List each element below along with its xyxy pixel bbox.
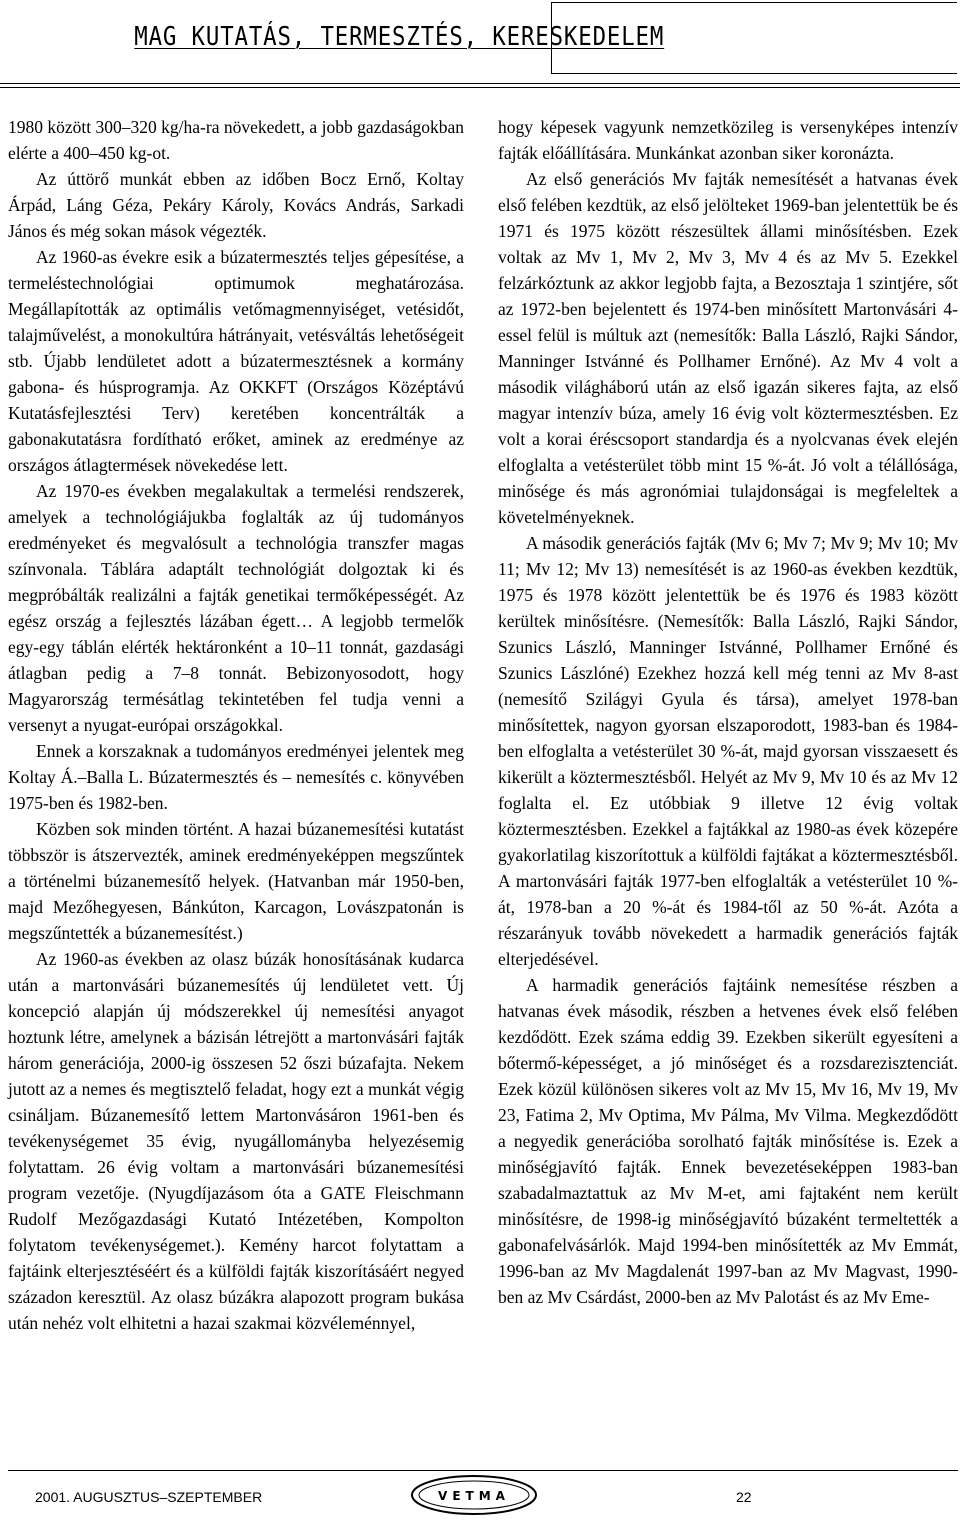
header-rule-top xyxy=(0,83,960,84)
footer-rule xyxy=(8,1470,958,1471)
paragraph: Az 1960-as évekre esik a búzatermesztés teljes gépesítése, a termeléstechnológiai optimumok meghatározása. Megállapították az optimális vetőmagmennyiséget, vetésidőt, talajművelést, a monokultúra hátrányait, vetésváltás lehetőségeit stb. Újabb lendületet adott a búzatermesztésnek a kormány gabona- és húsprogramja. Az OKKFT (Országos Középtávú Kutatásfejlesztési Terv) keretében koncentrálták a gabonakutatásra fordítható erőket, aminek az eredménye az országos átlagtermések növekedése lett. xyxy=(8,247,464,475)
paragraph: A harmadik generációs fajtáink nemesítése részben a hatvanas évek második, részben a hetvenes évek első felében kezdődött. Ezek száma eddig 39. Ezekben sikerült egyesíteni a bőtermő-képességet, a jó minőséget és a rozsdarezisztenciát. Ezek közül különösen sikeres volt az Mv 15, Mv 16, Mv 19, Mv 23, Fatima 2, Mv Optima, Mv Pálma, Mv Vilma. Megkezdődött a negyedik generációba sorolható fajták minősítése is. Ezek a minőségjavító fajták. Ennek bevezetéseképpen 1983-ban szabadalmaztattuk az Mv M-et, ami fajtaként nem került minősítésre, de 1998-ig minőségjavító búzaként termeltették a gabonafelvásárlók. Majd 1994-ben minősítették az Mv Emmát, 1996-ban az Mv Magdalenát 1997-ban az Mv Magvast, 1990-ben az Mv Csárdást, 2000-ben az Mv Palotást és az Mv Eme- xyxy=(498,975,958,1307)
paragraph: Közben sok minden történt. A hazai búzanemesítési kutatást többször is átszervezték, aminek eredményeképpen megszűntek a történelmi búzanemesítő helyek. (Hatvanban már 1950-ben, majd Mezőhegyesen, Bánkúton, Karcagon, Lovászpatonán is megszűntették a búzanemesítést.) xyxy=(8,819,464,943)
right-text-column xyxy=(498,114,958,1310)
page-number: 22 xyxy=(736,1489,752,1505)
paragraph: hogy képesek vagyunk nemzetközileg is versenyképes intenzív fajták előállítására. Munkánkat azonban siker koronázta. xyxy=(498,117,958,163)
header-rule-bottom xyxy=(0,87,960,88)
paragraph: Az első generációs Mv fajták nemesítését a hatvanas évek első felében kezdtük, az első jelölteket 1969-ban jelentettük be és 1971 és 1975 között részesültek állami minősítésben. Ezek voltak az Mv 1, Mv 2, Mv 3, Mv 4 és az Mv 5. Ezekkel felzárkóztunk az akkor legjobb fajta, a Bezosztaja 1 szintjére, sőt az 1972-ben bejelentett és 1974-ben minősített Martonvásári 4-essel felül is múltuk azt (nemesítők: Balla László, Rajki Sándor, Manninger Istvánné és Pollhamer Ernőné). Az Mv 4 volt a második világháború után az első igazán sikeres fajta, az első magyar intenzív búza, amely 16 évig volt köztermesztésben. Ez volt a korai éréscsoport standardja és a nyolcvanas évek elején elfoglalta a vetésterület több mint 15 %-át. Jó volt a télállósága, minősége és más agronómiai tulajdonságai is megfeleltek a követelményeknek. xyxy=(498,169,958,527)
paragraph: A második generációs fajták (Mv 6; Mv 7; Mv 9; Mv 10; Mv 11; Mv 12; Mv 13) nemesítését is az 1960-as években kezdtük, 1975 és 1978 között jelentettük be és 1976 és 1983 között kerültek minősítésre. (Nemesítők: Balla László, Rajki Sándor, Szunics László, Manninger Istvánné, Pollhamer Ernőné és Szunics Lászlóné) Ezekhez hozzá kell még tenni az Mv 8-ast (nemesítő Szilágyi Gyula és társa), amelyet 1978-ban minősítettek, nagyon gyorsan elszaporodott, 1983-ban és 1984-ben elfoglalta a vetésterület 30 %-át, majd gyorsan visszaesett és kikerült a köztermesztésből. Helyét az Mv 9, Mv 10 és az Mv 12 foglalta el. Ez utóbbiak 9 illetve 12 évig voltak köztermesztésben. Ezekkel a fajtákkal az 1980-as évek közepére gyakorlatilag kiszorítottuk a külföldi fajtákat a köztermesztésből. A martonvásári fajták 1977-ben elfoglalták a vetésterület 10 %-át, 1978-ban a 20 %-át és 1984-től az 50 %-át. Azóta a részarányuk tovább növekedett a harmadik generációs fajták elterjedésével. xyxy=(498,533,958,969)
vetma-logo xyxy=(408,1473,540,1517)
issue-date: 2001. AUGUSZTUS–SZEPTEMBER xyxy=(35,1489,263,1505)
left-text-column xyxy=(8,114,464,1336)
svg-text:VETMA: VETMA xyxy=(438,1489,510,1503)
paragraph: Az 1960-as években az olasz búzák honosításának kudarca után a martonvásári búzanemesítés új lendületet vett. Új koncepció alapján új módszerekkel új nemesítési anyagot hoztunk létre, amelynek a bázisán létrejött a martonvásári fajták három generációja, 2000-ig összesen 52 őszi búzafajta. Nekem jutott az a nemes és megtisztelő feladat, hogy ezt a munkát végig csináljam. Búzanemesítő lettem Martonvásáron 1961-ben és tevékenységemet 35 évig, nyugállományba helyezésemig folytattam. 26 évig voltam a martonvásári búzanemesítési program vezetője. (Nyugdíjazásom óta a GATE Fleischmann Rudolf Mezőgazdasági Kutató Intézetében, Kompolton folytatom tevékenységemet.). Kemény harcot folytattam a fajtáink elterjesztéséért és a külföldi fajták kiszorításáért negyed századon keresztül. Az olasz búzákra alapozott program bukása után nehéz volt elhitetni a hazai szakmai közvéleménnyel, xyxy=(8,949,464,1333)
page-header-title: MAG KUTATÁS, TERMESZTÉS, KERESKEDELEM xyxy=(134,22,664,52)
paragraph: 1980 között 300–320 kg/ha-ra növekedett, a jobb gazdaságokban elérte a 400–450 kg-ot. xyxy=(8,117,464,163)
paragraph: Az úttörő munkát ebben az időben Bocz Ernő, Koltay Árpád, Láng Géza, Pekáry Károly, Kovács András, Sarkadi János és még sokan mások végezték. xyxy=(8,169,464,241)
paragraph: Ennek a korszaknak a tudományos eredményei jelentek meg Koltay Á.–Balla L. Búzatermesztés és – nemesítés c. könyvében 1975-ben és 1982-ben. xyxy=(8,741,464,813)
paragraph: Az 1970-es években megalakultak a termelési rendszerek, amelyek a technológiájukba foglalták az új tudományos eredményeket és megvalósult a technológia transzfer magas színvonala. Táblára adaptált technológiát dolgoztak ki és megpróbálták realizálni a fajták genetikai termőképességét. Az egész ország a fejlesztés lázában égett… A legjobb termelők egy-egy táblán elérték hektáronként a 10–11 tonnát, gazdasági átlagban pedig a 7–8 tonnát. Bebizonyosodott, hogy Magyarország termésátlag tekintetében fel tudja venni a versenyt a nyugat-európai országokkal. xyxy=(8,481,464,735)
